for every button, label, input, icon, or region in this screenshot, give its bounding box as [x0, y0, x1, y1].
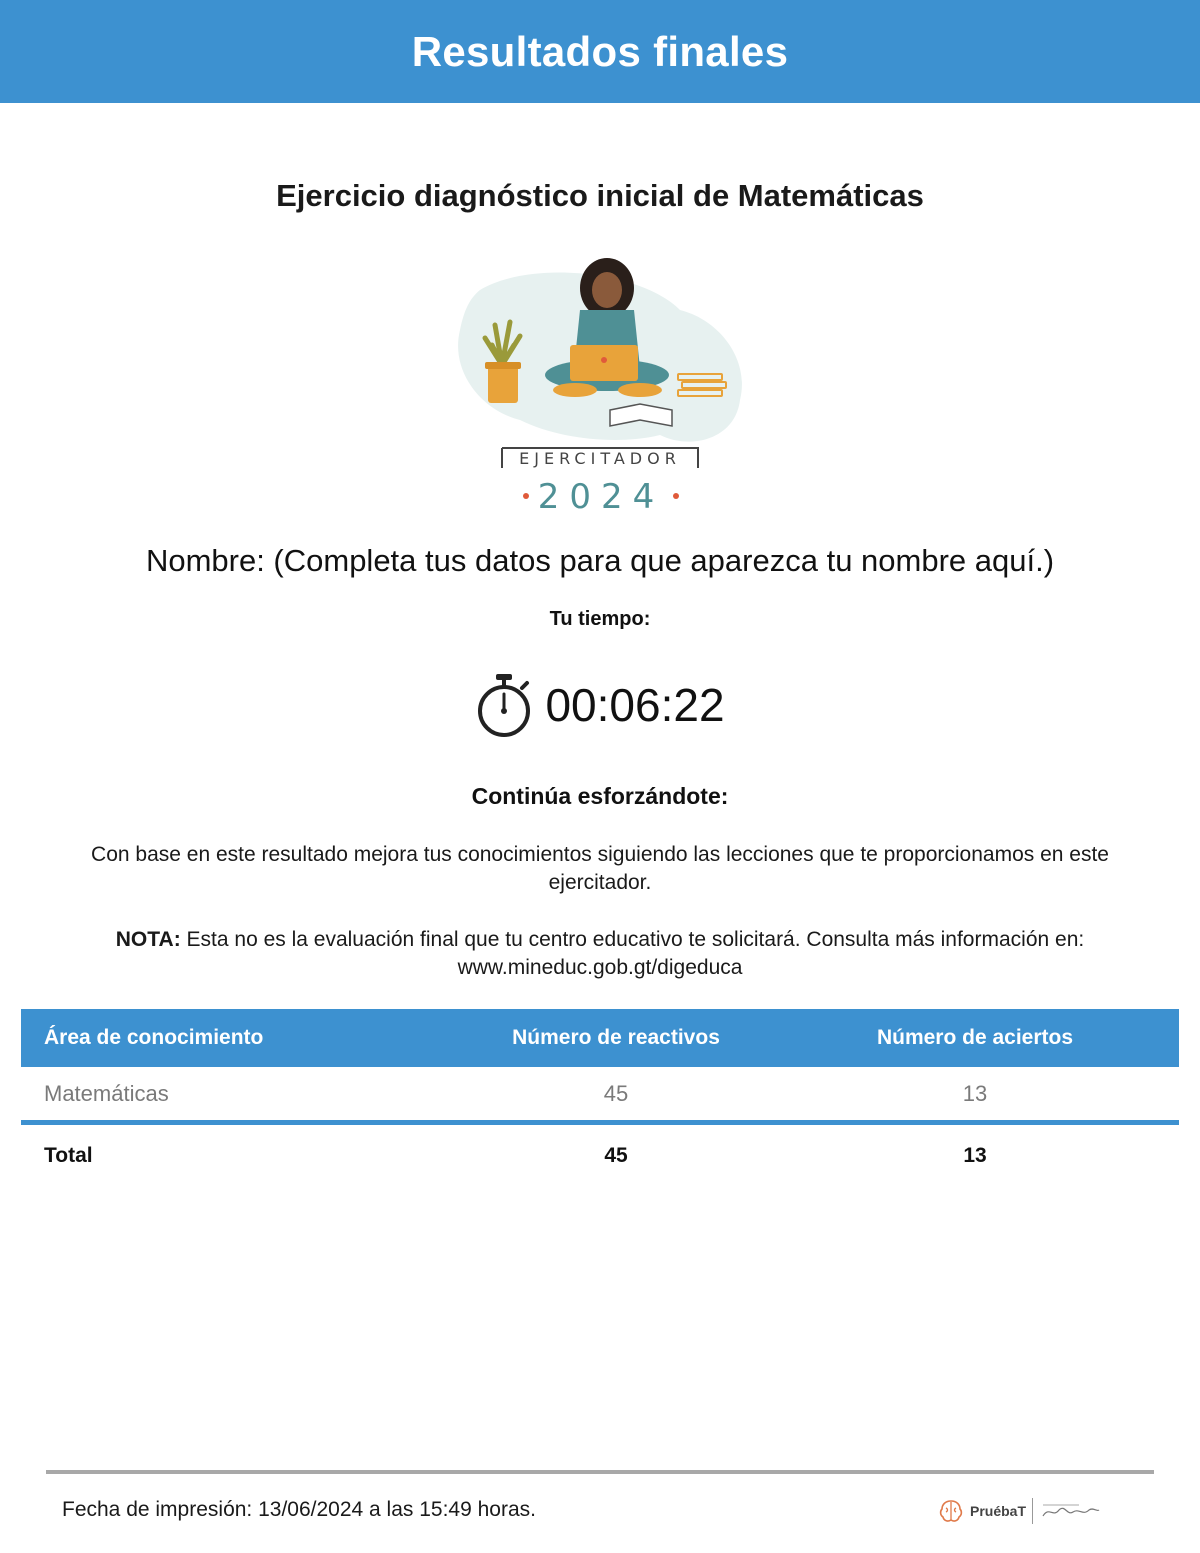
- footer-divider: [46, 1470, 1154, 1474]
- timer-value: 00:06:22: [545, 679, 725, 731]
- print-date: Fecha de impresión: 13/06/2024 a las 15:49 horas.: [62, 1498, 536, 1521]
- total-correct: 13: [963, 1144, 987, 1167]
- header-area: Área de conocimiento: [44, 1026, 264, 1049]
- page-title: Resultados finales: [411, 27, 789, 75]
- note-text: Esta no es la evaluación final que tu centro educativo te solicitará. Consulta más información en: www.mineduc.gob.gt/digeduca: [180, 928, 1085, 979]
- exercise-title: Ejercicio diagnóstico inicial de Matemáticas: [276, 178, 924, 213]
- cell-items: 45: [603, 1080, 629, 1106]
- brand-name: PruébaT: [970, 1503, 1027, 1519]
- cell-area: Matemáticas: [44, 1080, 169, 1106]
- cell-correct: 13: [962, 1080, 988, 1106]
- header-correct: Número de aciertos: [876, 1026, 1074, 1049]
- header-items: Número de reactivos: [512, 1026, 720, 1049]
- table-total-row: [21, 1125, 1179, 1187]
- time-label: Tu tiempo:: [549, 608, 651, 630]
- feedback-advice: Con base en este resultado mejora tus conocimientos siguiendo las lecciones que te proporcionamos en este ejercitador.: [91, 843, 1109, 894]
- header-bar: [0, 0, 1200, 103]
- ejercitador-badge: [502, 448, 698, 517]
- note-label: NOTA:: [115, 928, 181, 951]
- results-table: [21, 1009, 1179, 1187]
- footer-logo: [938, 1498, 1103, 1524]
- table-row: [21, 1067, 1179, 1125]
- ministry-signature-logo: [1039, 1500, 1103, 1522]
- feedback-heading: Continúa esforzándote:: [471, 783, 729, 809]
- total-items: 45: [604, 1144, 628, 1167]
- timer: [0, 672, 1200, 738]
- total-label: Total: [44, 1144, 93, 1167]
- feedback-note: [40, 926, 1160, 982]
- student-name: Nombre: (Completa tus datos para que aparezca tu nombre aquí.): [145, 543, 1055, 578]
- student-laptop-illustration: [440, 250, 760, 520]
- badge-year: 2024: [537, 477, 665, 517]
- stopwatch-icon: [475, 672, 533, 738]
- ejercitador-illustration: [440, 250, 760, 520]
- badge-text: EJERCITADOR: [519, 449, 681, 468]
- brain-icon: [938, 1498, 964, 1524]
- table-header: [21, 1009, 1179, 1067]
- logo-separator: [1032, 1498, 1033, 1524]
